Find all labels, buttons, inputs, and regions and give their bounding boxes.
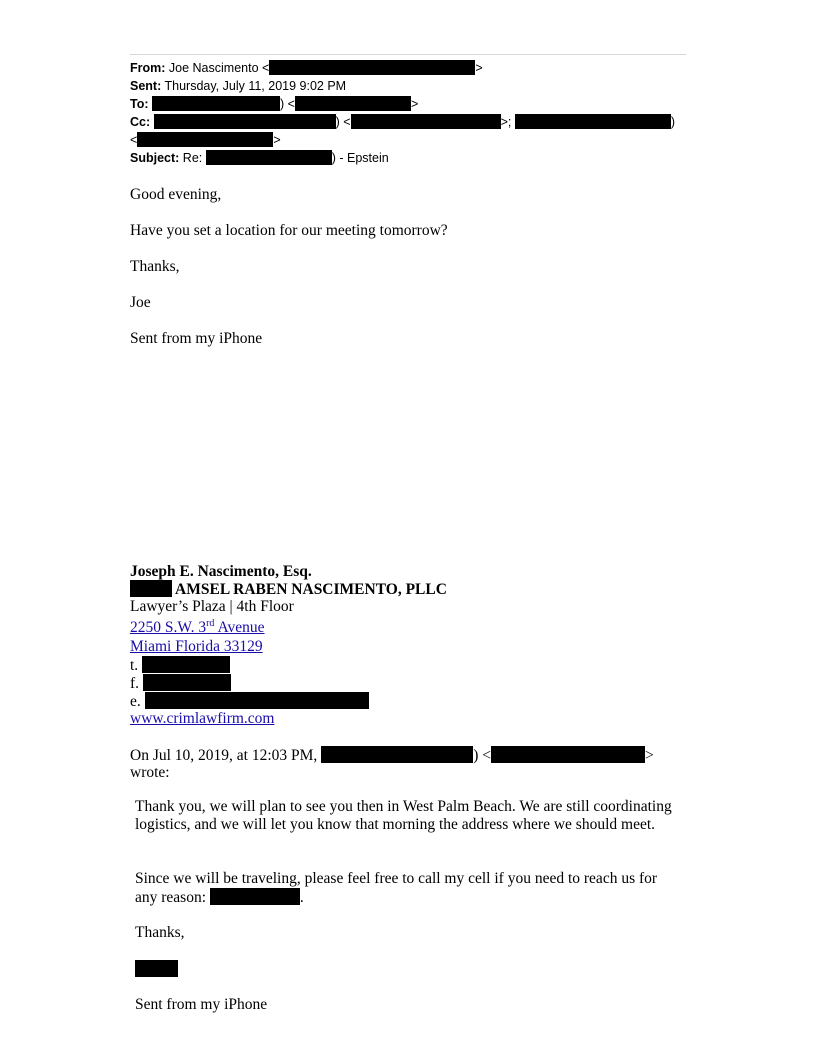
cc-line-2 (130, 131, 281, 149)
to-line (130, 95, 418, 113)
subject-suffix: ) - Epstein (331, 151, 389, 165)
cc-line (130, 113, 675, 131)
quoted-intro-mid: ) < (473, 747, 491, 764)
redaction-box (137, 132, 273, 147)
cc-close-paren: ) (670, 115, 676, 129)
signature-street[interactable] (130, 619, 265, 637)
signature-firm-line (130, 580, 447, 599)
redaction-box (145, 692, 369, 709)
signature-email (130, 692, 369, 711)
message-line: Have you set a location for our meeting tomorrow? (130, 222, 448, 239)
from-name: Joe Nascimento < (168, 61, 270, 75)
message-name: Joe (130, 294, 151, 311)
quoted-paragraph-1: Thank you, we will plan to see you then in West Palm Beach. We are still coordinating logistics, and we will let you know that morning the address where we should meet. (135, 798, 672, 833)
website-link[interactable]: www.crimlawfirm.com (130, 710, 275, 727)
message-sent-from: Sent from my iPhone (130, 330, 263, 347)
subject-line (130, 149, 389, 167)
sent-value: Thursday, July 11, 2019 9:02 PM (164, 79, 347, 93)
quoted-thanks: Thanks, (135, 924, 185, 941)
subject-prefix: Re: (182, 151, 203, 165)
signature-firm: AMSEL RABEN NASCIMENTO, PLLC (175, 581, 447, 598)
greeting: Good evening, (130, 186, 222, 203)
quoted-para2-text: Since we will be traveling, please feel free to call my cell if you need to reach us for any reason: (135, 870, 658, 906)
redaction-box (321, 746, 473, 763)
subject-label: Subject: (130, 151, 180, 165)
cc-line2-close: > (273, 133, 281, 147)
fax-label: f. (130, 675, 140, 692)
redaction-box (351, 114, 501, 129)
signature-building: Lawyer’s Plaza | 4th Floor (130, 598, 294, 615)
signature-name: Joseph E. Nascimento, Esq. (130, 563, 312, 580)
to-mid: ) < (280, 97, 295, 111)
cc-mid: ) < (335, 115, 351, 129)
signature-city[interactable] (130, 638, 263, 656)
sent-label: Sent: (130, 79, 162, 93)
firm-logo-redaction (130, 580, 172, 597)
signature-fax (130, 674, 231, 693)
header-divider (130, 54, 686, 55)
redaction-box (154, 114, 336, 129)
redaction-box (295, 96, 411, 111)
quoted-wrote: wrote: (130, 764, 170, 781)
from-close: > (475, 61, 483, 75)
from-line (130, 59, 483, 77)
redaction-box (143, 674, 231, 691)
quoted-signoff (135, 960, 178, 979)
redaction-box (135, 960, 178, 977)
redaction-box (152, 96, 280, 111)
quoted-intro (130, 746, 654, 765)
street-address-link[interactable]: 2250 S.W. 3rd Avenue (130, 618, 265, 636)
phone-label: t. (130, 657, 139, 674)
cc-line2-open: < (130, 133, 138, 147)
cc-sep: >; (500, 115, 512, 129)
quoted-paragraph-2 (135, 870, 680, 907)
quoted-sent-from: Sent from my iPhone (135, 996, 268, 1013)
quoted-para2-end: . (299, 889, 304, 906)
to-label: To: (130, 97, 149, 111)
redaction-box (491, 746, 645, 763)
signature-website[interactable] (130, 710, 274, 728)
signature-phone (130, 656, 230, 675)
message-thanks: Thanks, (130, 258, 180, 275)
from-label: From: (130, 61, 166, 75)
to-close: > (410, 97, 419, 111)
cc-label: Cc: (130, 115, 151, 129)
redaction-box (515, 114, 671, 129)
city-address-link[interactable]: Miami Florida 33129 (130, 638, 263, 655)
redaction-box (210, 888, 300, 905)
redaction-box (142, 656, 230, 673)
redaction-box (269, 60, 475, 75)
quoted-intro-text: On Jul 10, 2019, at 12:03 PM, (130, 747, 318, 764)
email-label: e. (130, 693, 141, 710)
quoted-intro-close: > (644, 747, 654, 764)
sent-line (130, 77, 346, 95)
redaction-box (206, 150, 332, 165)
